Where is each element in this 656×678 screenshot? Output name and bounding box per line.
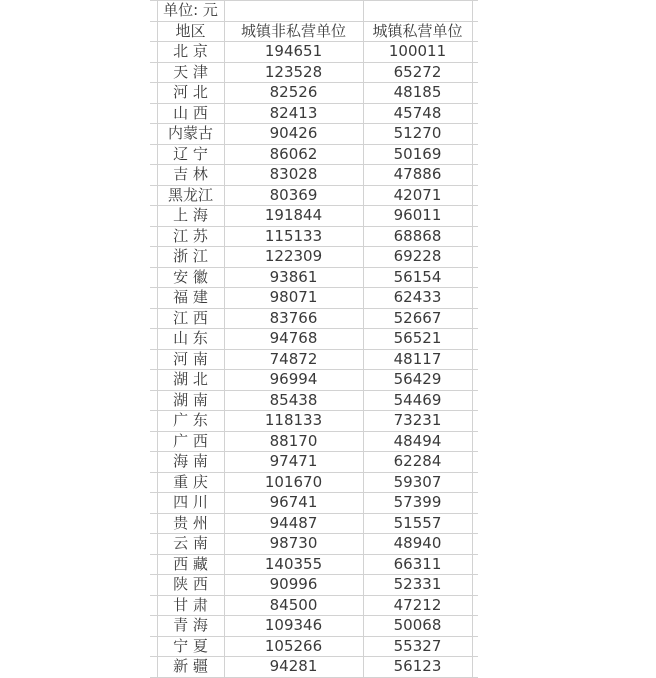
- private-value-cell: 48940: [363, 534, 472, 555]
- private-value-cell: 50068: [363, 616, 472, 637]
- table-row: [150, 267, 478, 288]
- region-cell: 青 海: [157, 616, 224, 637]
- grid-stub-right: [472, 124, 478, 145]
- grid-stub-right: [472, 329, 478, 350]
- table-row: [150, 431, 478, 452]
- region-cell: 黑龙江: [157, 185, 224, 206]
- private-value-cell: 100011: [363, 42, 472, 63]
- grid-stub-right: [472, 493, 478, 514]
- nonprivate-value-cell: 109346: [224, 616, 363, 637]
- private-value-cell: 56429: [363, 370, 472, 391]
- private-value-cell: 51270: [363, 124, 472, 145]
- table-row: [150, 62, 478, 83]
- empty-cell: [224, 1, 363, 22]
- table-row: [150, 575, 478, 596]
- grid-stub-left: [150, 185, 157, 206]
- grid-stub-right: [472, 636, 478, 657]
- table-row: [150, 288, 478, 309]
- grid-stub-right: [472, 206, 478, 227]
- nonprivate-value-cell: 115133: [224, 226, 363, 247]
- grid-stub-right: [472, 411, 478, 432]
- private-value-cell: 62433: [363, 288, 472, 309]
- grid-stub-right: [472, 247, 478, 268]
- nonprivate-value-cell: 98071: [224, 288, 363, 309]
- private-value-cell: 48185: [363, 83, 472, 104]
- nonprivate-value-cell: 191844: [224, 206, 363, 227]
- grid-stub-left: [150, 616, 157, 637]
- unit-label: 单位: 元: [157, 1, 224, 22]
- grid-stub-right: [472, 472, 478, 493]
- private-value-cell: 56154: [363, 267, 472, 288]
- nonprivate-value-cell: 74872: [224, 349, 363, 370]
- table-row: [150, 452, 478, 473]
- grid-stub-right: [472, 1, 478, 22]
- region-cell: 广 东: [157, 411, 224, 432]
- region-cell: 重 庆: [157, 472, 224, 493]
- grid-stub-left: [150, 370, 157, 391]
- nonprivate-value-cell: 82526: [224, 83, 363, 104]
- table-row: [150, 534, 478, 555]
- table-row: [150, 103, 478, 124]
- grid-stub-right: [472, 431, 478, 452]
- grid-stub-right: [472, 452, 478, 473]
- nonprivate-value-cell: 83028: [224, 165, 363, 186]
- nonprivate-value-cell: 86062: [224, 144, 363, 165]
- header-row: [150, 21, 478, 42]
- grid-stub-left: [150, 349, 157, 370]
- private-value-cell: 47886: [363, 165, 472, 186]
- column-header-region: 地区: [157, 21, 224, 42]
- region-cell: 陕 西: [157, 575, 224, 596]
- region-cell: 河 北: [157, 83, 224, 104]
- nonprivate-value-cell: 96994: [224, 370, 363, 391]
- region-cell: 福 建: [157, 288, 224, 309]
- nonprivate-value-cell: 140355: [224, 554, 363, 575]
- grid-stub-left: [150, 226, 157, 247]
- grid-stub-right: [472, 21, 478, 42]
- nonprivate-value-cell: 82413: [224, 103, 363, 124]
- grid-stub-left: [150, 452, 157, 473]
- private-value-cell: 73231: [363, 411, 472, 432]
- nonprivate-value-cell: 80369: [224, 185, 363, 206]
- private-value-cell: 47212: [363, 595, 472, 616]
- private-value-cell: 52667: [363, 308, 472, 329]
- table-row: [150, 493, 478, 514]
- private-value-cell: 42071: [363, 185, 472, 206]
- nonprivate-value-cell: 83766: [224, 308, 363, 329]
- region-cell: 江 苏: [157, 226, 224, 247]
- region-cell: 山 东: [157, 329, 224, 350]
- private-value-cell: 48494: [363, 431, 472, 452]
- grid-stub-left: [150, 308, 157, 329]
- grid-stub-left: [150, 493, 157, 514]
- private-value-cell: 59307: [363, 472, 472, 493]
- nonprivate-value-cell: 98730: [224, 534, 363, 555]
- grid-stub-left: [150, 390, 157, 411]
- private-value-cell: 69228: [363, 247, 472, 268]
- grid-stub-left: [150, 472, 157, 493]
- nonprivate-value-cell: 94768: [224, 329, 363, 350]
- region-cell: 内蒙古: [157, 124, 224, 145]
- grid-stub-right: [472, 165, 478, 186]
- grid-stub-right: [472, 62, 478, 83]
- region-cell: 北 京: [157, 42, 224, 63]
- table-row: [150, 185, 478, 206]
- region-cell: 吉 林: [157, 165, 224, 186]
- nonprivate-value-cell: 123528: [224, 62, 363, 83]
- grid-stub-right: [472, 103, 478, 124]
- grid-stub-right: [472, 513, 478, 534]
- table-row: [150, 83, 478, 104]
- nonprivate-value-cell: 105266: [224, 636, 363, 657]
- private-value-cell: 52331: [363, 575, 472, 596]
- region-cell: 湖 南: [157, 390, 224, 411]
- nonprivate-value-cell: 84500: [224, 595, 363, 616]
- grid-stub-right: [472, 288, 478, 309]
- wage-table: [150, 0, 478, 678]
- grid-stub-right: [472, 267, 478, 288]
- nonprivate-value-cell: 96741: [224, 493, 363, 514]
- region-cell: 浙 江: [157, 247, 224, 268]
- private-value-cell: 56123: [363, 657, 472, 678]
- grid-stub-left: [150, 1, 157, 22]
- private-value-cell: 51557: [363, 513, 472, 534]
- region-cell: 天 津: [157, 62, 224, 83]
- grid-stub-left: [150, 62, 157, 83]
- region-cell: 贵 州: [157, 513, 224, 534]
- region-cell: 云 南: [157, 534, 224, 555]
- column-header-private: 城镇私营单位: [363, 21, 472, 42]
- nonprivate-value-cell: 94487: [224, 513, 363, 534]
- grid-stub-right: [472, 554, 478, 575]
- grid-stub-right: [472, 657, 478, 678]
- region-cell: 山 西: [157, 103, 224, 124]
- region-cell: 辽 宁: [157, 144, 224, 165]
- table-row: [150, 616, 478, 637]
- private-value-cell: 54469: [363, 390, 472, 411]
- grid-stub-right: [472, 595, 478, 616]
- private-value-cell: 62284: [363, 452, 472, 473]
- grid-stub-right: [472, 370, 478, 391]
- table-row: [150, 472, 478, 493]
- table-row: [150, 247, 478, 268]
- table-row: [150, 308, 478, 329]
- table-row: [150, 513, 478, 534]
- nonprivate-value-cell: 88170: [224, 431, 363, 452]
- private-value-cell: 48117: [363, 349, 472, 370]
- region-cell: 新 疆: [157, 657, 224, 678]
- grid-stub-left: [150, 657, 157, 678]
- grid-stub-left: [150, 534, 157, 555]
- grid-stub-right: [472, 390, 478, 411]
- private-value-cell: 65272: [363, 62, 472, 83]
- region-cell: 西 藏: [157, 554, 224, 575]
- table-row: [150, 411, 478, 432]
- table-row: [150, 165, 478, 186]
- nonprivate-value-cell: 101670: [224, 472, 363, 493]
- grid-stub-right: [472, 575, 478, 596]
- grid-stub-right: [472, 144, 478, 165]
- grid-stub-right: [472, 616, 478, 637]
- grid-stub-left: [150, 165, 157, 186]
- table-row: [150, 657, 478, 678]
- table-row: [150, 636, 478, 657]
- private-value-cell: 56521: [363, 329, 472, 350]
- region-cell: 海 南: [157, 452, 224, 473]
- grid-stub-left: [150, 21, 157, 42]
- nonprivate-value-cell: 97471: [224, 452, 363, 473]
- nonprivate-value-cell: 122309: [224, 247, 363, 268]
- grid-stub-right: [472, 226, 478, 247]
- grid-stub-left: [150, 124, 157, 145]
- grid-stub-left: [150, 103, 157, 124]
- private-value-cell: 50169: [363, 144, 472, 165]
- grid-stub-right: [472, 185, 478, 206]
- region-cell: 甘 肃: [157, 595, 224, 616]
- empty-cell: [363, 1, 472, 22]
- grid-stub-left: [150, 513, 157, 534]
- private-value-cell: 57399: [363, 493, 472, 514]
- table-row: [150, 554, 478, 575]
- private-value-cell: 68868: [363, 226, 472, 247]
- nonprivate-value-cell: 93861: [224, 267, 363, 288]
- table-row: [150, 206, 478, 227]
- column-header-nonprivate: 城镇非私营单位: [224, 21, 363, 42]
- grid-stub-right: [472, 534, 478, 555]
- region-cell: 上 海: [157, 206, 224, 227]
- grid-stub-left: [150, 267, 157, 288]
- grid-stub-right: [472, 308, 478, 329]
- nonprivate-value-cell: 94281: [224, 657, 363, 678]
- nonprivate-value-cell: 90996: [224, 575, 363, 596]
- grid-stub-right: [472, 83, 478, 104]
- private-value-cell: 45748: [363, 103, 472, 124]
- nonprivate-value-cell: 194651: [224, 42, 363, 63]
- table-row: [150, 390, 478, 411]
- private-value-cell: 55327: [363, 636, 472, 657]
- grid-stub-left: [150, 575, 157, 596]
- grid-stub-left: [150, 42, 157, 63]
- region-cell: 安 徽: [157, 267, 224, 288]
- private-value-cell: 66311: [363, 554, 472, 575]
- region-cell: 广 西: [157, 431, 224, 452]
- nonprivate-value-cell: 90426: [224, 124, 363, 145]
- table-row: [150, 329, 478, 350]
- region-cell: 河 南: [157, 349, 224, 370]
- grid-stub-right: [472, 349, 478, 370]
- grid-stub-left: [150, 595, 157, 616]
- nonprivate-value-cell: 85438: [224, 390, 363, 411]
- grid-stub-left: [150, 636, 157, 657]
- grid-stub-left: [150, 554, 157, 575]
- grid-stub-left: [150, 144, 157, 165]
- region-cell: 宁 夏: [157, 636, 224, 657]
- grid-stub-right: [472, 42, 478, 63]
- table-row: [150, 42, 478, 63]
- region-cell: 四 川: [157, 493, 224, 514]
- table-row: [150, 370, 478, 391]
- table-row: [150, 349, 478, 370]
- grid-stub-left: [150, 247, 157, 268]
- region-cell: 湖 北: [157, 370, 224, 391]
- table-row: [150, 595, 478, 616]
- grid-stub-left: [150, 288, 157, 309]
- table-row: [150, 226, 478, 247]
- grid-stub-left: [150, 431, 157, 452]
- grid-stub-left: [150, 411, 157, 432]
- nonprivate-value-cell: 118133: [224, 411, 363, 432]
- private-value-cell: 96011: [363, 206, 472, 227]
- grid-stub-left: [150, 206, 157, 227]
- grid-stub-left: [150, 329, 157, 350]
- region-cell: 江 西: [157, 308, 224, 329]
- table-row: [150, 124, 478, 145]
- unit-row: [150, 1, 478, 22]
- table-row: [150, 144, 478, 165]
- grid-stub-left: [150, 83, 157, 104]
